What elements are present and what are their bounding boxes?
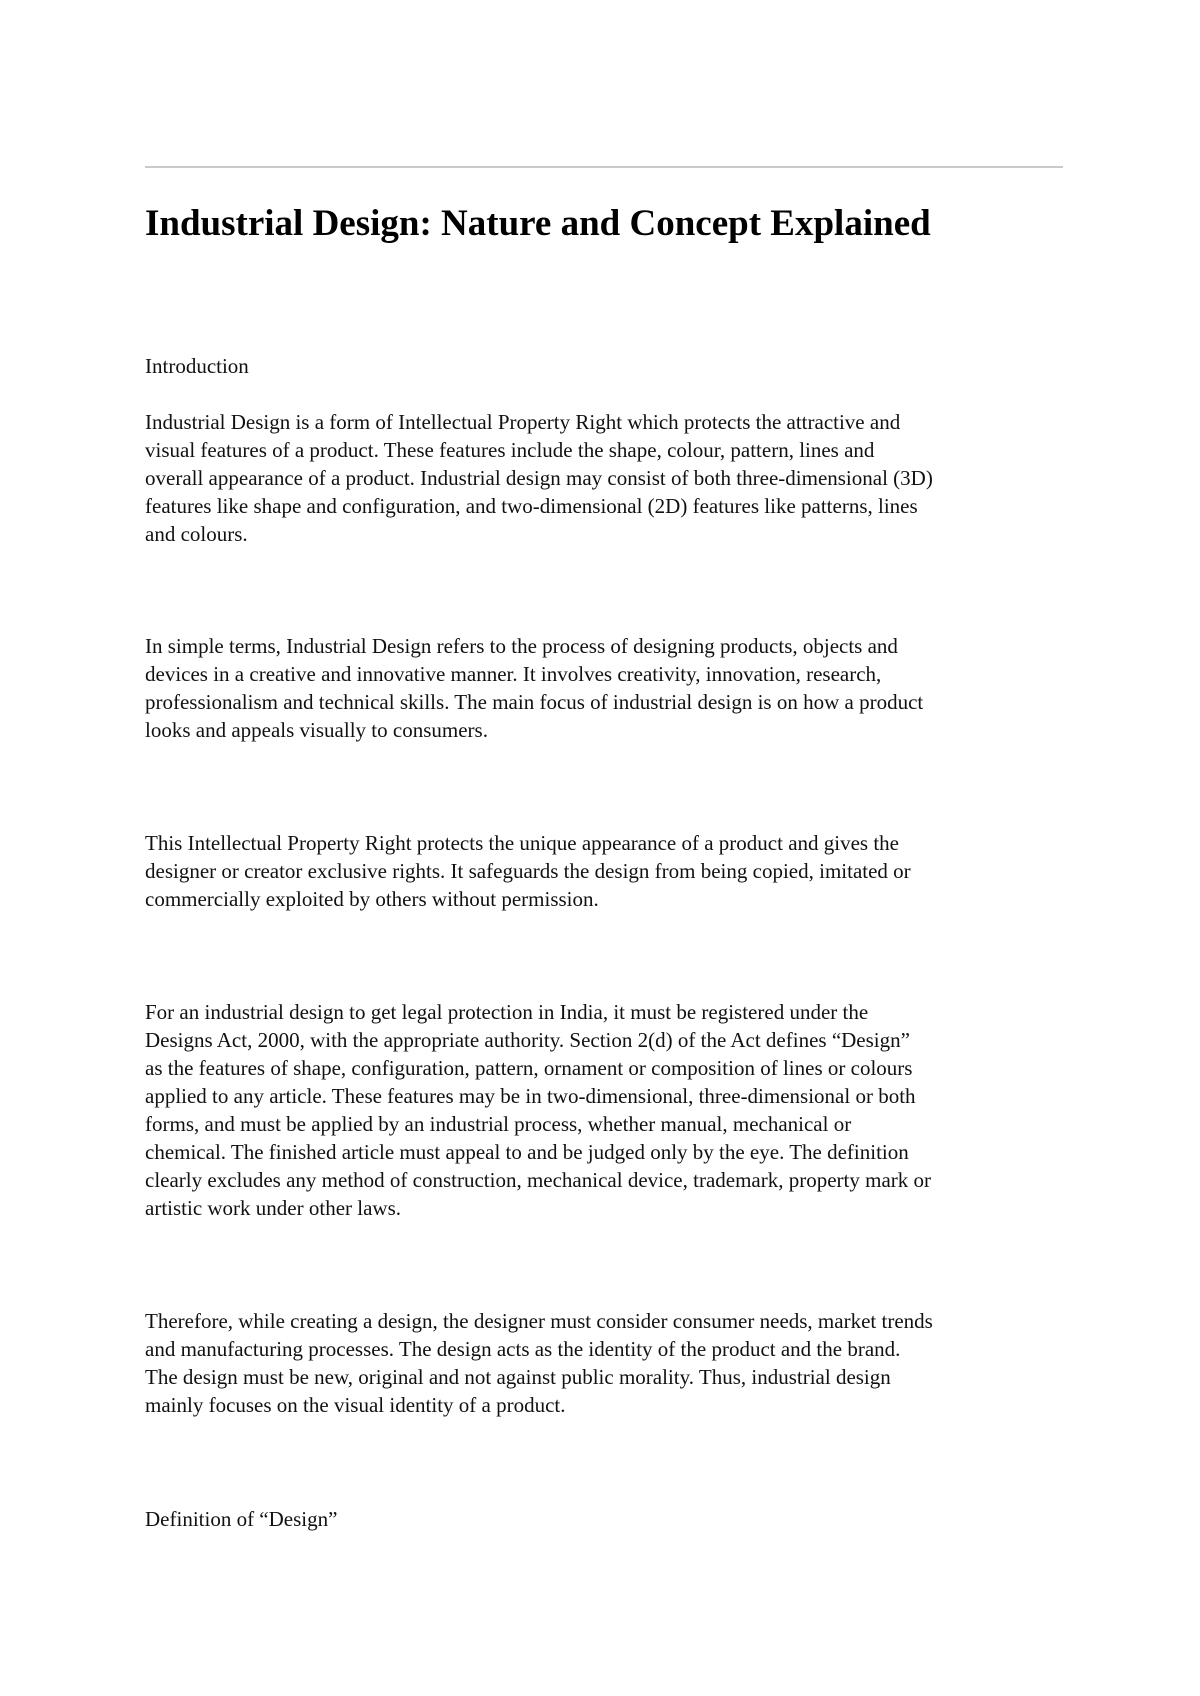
paragraph-line: commercially exploited by others without permission. <box>145 887 599 911</box>
paragraph-5 <box>145 1307 1075 1419</box>
paragraph-line: professionalism and technical skills. The main focus of industrial design is on how a product <box>145 690 924 714</box>
paragraph-line: designer or creator exclusive rights. It safeguards the design from being copied, imitated or <box>145 859 911 883</box>
paragraph-3 <box>145 829 1075 913</box>
paragraph-line: features like shape and configuration, and two-dimensional (2D) features like patterns, lines <box>145 494 918 518</box>
paragraph-line: Designs Act, 2000, with the appropriate authority. Section 2(d) of the Act defines “Design” <box>145 1028 910 1052</box>
paragraph-line: In simple terms, Industrial Design refers to the process of designing products, objects and <box>145 634 898 658</box>
paragraph-line: visual features of a product. These features include the shape, colour, pattern, lines and <box>145 438 875 462</box>
paragraph-line: forms, and must be applied by an industrial process, whether manual, mechanical or <box>145 1112 852 1136</box>
page-title: Industrial Design: Nature and Concept Explained <box>145 203 931 244</box>
paragraph-line: The design must be new, original and not against public morality. Thus, industrial design <box>145 1365 891 1389</box>
paragraph-line: and manufacturing processes. The design acts as the identity of the product and the brand. <box>145 1337 901 1361</box>
paragraph-line: Industrial Design is a form of Intellectual Property Right which protects the attractive and <box>145 410 901 434</box>
paragraph-line: devices in a creative and innovative manner. It involves creativity, innovation, research, <box>145 662 882 686</box>
definition-heading-text: Definition of “Design” <box>145 1507 338 1531</box>
paragraph-line: mainly focuses on the visual identity of a product. <box>145 1393 566 1417</box>
top-divider <box>145 166 1063 168</box>
paragraph-line: looks and appeals visually to consumers. <box>145 718 488 742</box>
paragraph-line: artistic work under other laws. <box>145 1196 402 1220</box>
definition-heading <box>145 1505 1075 1533</box>
intro-heading-text: Introduction <box>145 354 249 378</box>
paragraph-line: clearly excludes any method of construction, mechanical device, trademark, property mark or <box>145 1168 932 1192</box>
paragraph-1 <box>145 408 1075 548</box>
paragraph-line: This Intellectual Property Right protects the unique appearance of a product and gives the <box>145 831 900 855</box>
paragraph-line: and colours. <box>145 522 248 546</box>
paragraph-line: For an industrial design to get legal protection in India, it must be registered under the <box>145 1000 869 1024</box>
paragraph-2 <box>145 632 1075 744</box>
paragraph-line: applied to any article. These features may be in two-dimensional, three-dimensional or both <box>145 1084 916 1108</box>
paragraph-line: Therefore, while creating a design, the designer must consider consumer needs, market trends <box>145 1309 933 1333</box>
paragraph-line: chemical. The finished article must appeal to and be judged only by the eye. The definition <box>145 1140 909 1164</box>
paragraph-line: as the features of shape, configuration, pattern, ornament or composition of lines or colours <box>145 1056 913 1080</box>
intro-heading <box>145 352 1075 380</box>
paragraph-4 <box>145 998 1075 1222</box>
paragraph-line: overall appearance of a product. Industrial design may consist of both three-dimensional (3D) <box>145 466 933 490</box>
